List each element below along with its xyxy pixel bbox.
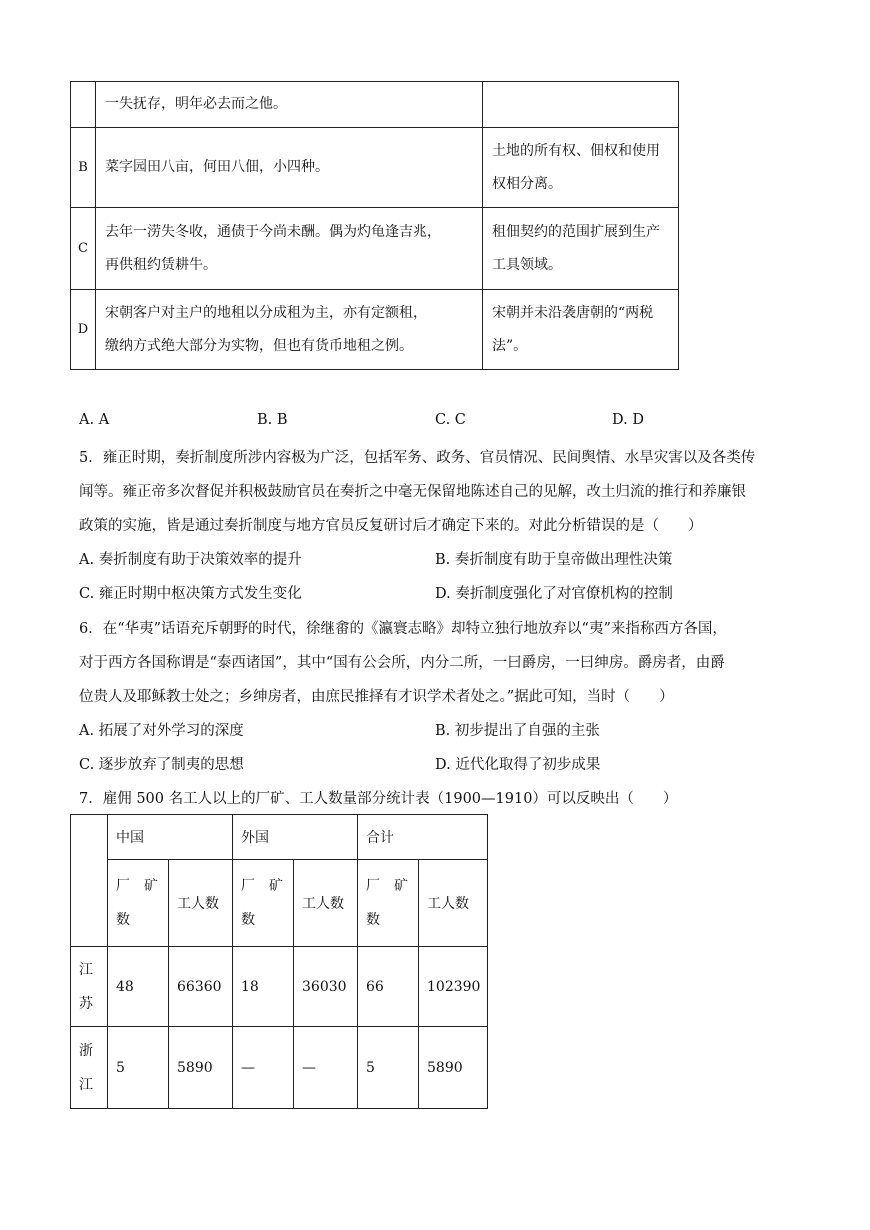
table-cell: 5 <box>108 1027 169 1109</box>
q6-stem-line: 对于西方各国称谓是“泰西诸国”，其中“国有公会所，内分二所，一曰爵房，一曰绅房。爵房者，由爵 <box>79 655 725 671</box>
q4-option-b: B. B <box>257 412 288 428</box>
row-material: 一失抚存，明年必去而之他。 <box>96 82 483 128</box>
table-cell: 5 <box>358 1027 419 1109</box>
table-cell: — <box>294 1027 358 1109</box>
group-header-foreign: 外国 <box>233 815 358 860</box>
table-cell: — <box>233 1027 294 1109</box>
row-label: D <box>71 290 96 370</box>
q4-option-c: C. C <box>435 412 466 428</box>
row-label: B <box>71 128 96 208</box>
q7-title: 7．雇佣 500 名工人以上的厂矿、工人数量部分统计表（1900—1910）可以反映出（ ） <box>79 791 678 807</box>
row-note <box>483 82 679 128</box>
row-note: 租佃契约的范围扩展到生产 工具领域。 <box>483 208 679 290</box>
sub-header-workers: 工人数 <box>169 860 233 947</box>
table-cell: 66360 <box>169 947 233 1027</box>
q6-stem-line: 6．在“华夷”话语充斥朝野的时代，徐继畬的《瀛寰志略》却特立独行地放弃以“夷”来指称西方各国， <box>79 621 727 637</box>
table-cell: 102390 <box>419 947 488 1027</box>
group-header-china: 中国 <box>108 815 233 860</box>
sub-header-factories: 厂 矿 数 <box>108 860 169 947</box>
sub-header-workers: 工人数 <box>419 860 488 947</box>
table-cell: 66 <box>358 947 419 1027</box>
q5-option-c: C. 雍正时期中枢决策方式发生变化 <box>79 586 302 602</box>
sub-header-workers: 工人数 <box>294 860 358 947</box>
table-cell: 36030 <box>294 947 358 1027</box>
row-material: 宋朝客户对主户的地租以分成租为主，亦有定额租， 缴纳方式绝大部分为实物，但也有货币地租之例。 <box>96 290 483 370</box>
group-header-total: 合计 <box>358 815 488 860</box>
q5-option-b: B. 奏折制度有助于皇帝做出理性决策 <box>435 552 673 568</box>
table-cell: 5890 <box>419 1027 488 1109</box>
sub-header-factories: 厂 矿 数 <box>358 860 419 947</box>
q5-option-d: D. 奏折制度强化了对官僚机构的控制 <box>435 586 673 602</box>
q6-option-a: A. 拓展了对外学习的深度 <box>79 723 244 739</box>
table-cell: 48 <box>108 947 169 1027</box>
q5-option-a: A. 奏折制度有助于决策效率的提升 <box>79 552 302 568</box>
q7-statistics-table <box>70 814 488 1109</box>
q5-stem-line: 闻等。雍正帝多次督促并积极鼓励官员在奏折之中毫无保留地陈述自己的见解，改土归流的推行和养廉银 <box>79 484 746 500</box>
row-note: 宋朝并未沿袭唐朝的“两税 法”。 <box>483 290 679 370</box>
row-label <box>71 82 96 128</box>
table-cell: 18 <box>233 947 294 1027</box>
table-cell: 5890 <box>169 1027 233 1109</box>
row-material: 去年一涝失冬收，通债于今尚未酬。偶为灼龟逢吉兆， 再供租约赁耕牛。 <box>96 208 483 290</box>
corner-cell <box>71 815 108 947</box>
sub-header-factories: 厂 矿 数 <box>233 860 294 947</box>
q6-stem-line: 位贵人及耶稣教士处之；乡绅房者，由庶民推择有才识学术者处之。”据此可知，当时（ ） <box>79 689 674 705</box>
q5-stem-line: 5．雍正时期，奏折制度所涉内容极为广泛，包括军务、政务、官员情况、民间舆情、水旱灾害以及各类传 <box>79 450 756 466</box>
row-material: 菜字园田八亩，何田八佃，小四种。 <box>96 128 483 208</box>
q6-option-b: B. 初步提出了自强的主张 <box>435 723 600 739</box>
q6-option-d: D. 近代化取得了初步成果 <box>435 757 601 773</box>
q5-stem-line: 政策的实施，皆是通过奏折制度与地方官员反复研讨后才确定下来的。对此分析错误的是（ ） <box>79 518 703 534</box>
question-4-table <box>70 81 679 370</box>
q4-option-d: D. D <box>612 412 644 428</box>
row-label: C <box>71 208 96 290</box>
q6-option-c: C. 逐步放弃了制夷的思想 <box>79 757 244 773</box>
region-jiangsu: 江 苏 <box>71 947 108 1027</box>
q4-option-a: A. A <box>79 412 110 428</box>
region-zhejiang: 浙 江 <box>71 1027 108 1109</box>
row-note: 土地的所有权、佃权和使用 权相分离。 <box>483 128 679 208</box>
